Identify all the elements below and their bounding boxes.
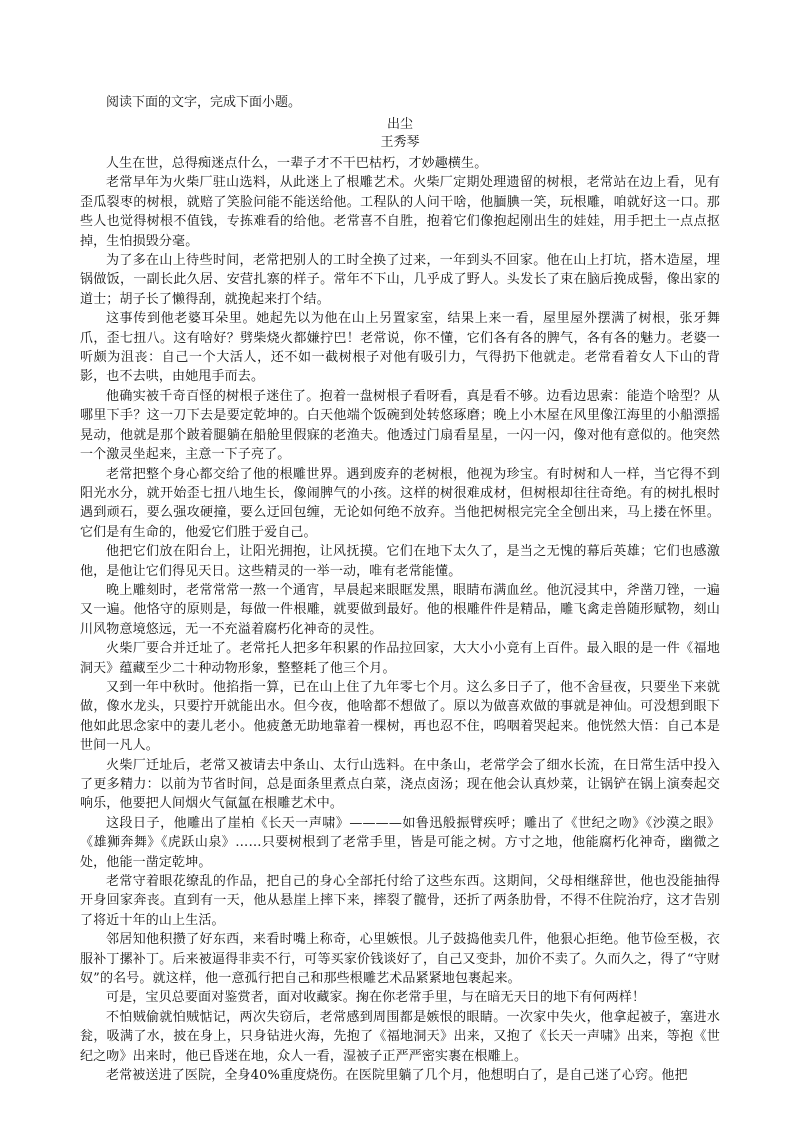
paragraph-2: 老常早年为火柴厂驻山选料，从此迷上了根雕艺术。火柴厂定期处理遗留的树根，老常站在边上看，见有歪瓜裂枣的树根，就赔了笑脸问能不能送给他。工程队的人问干啥，他腼腆一笑，玩根雕，咱就好这一口。那些人也觉得树根不值钱，专拣难看的给他。老常喜不自胜，抱着它们像抱起刚出生的娃娃，用手把土一点点抠掉，生怕损毁分毫。: [80, 175, 720, 249]
article-body: [80, 154, 720, 1086]
paragraph-1: 人生在世，总得痴迷点什么，一辈子才不干巴枯朽，才妙趣横生。: [106, 156, 488, 171]
paragraph-17: 老常被送进了医院，全身40%重度烧伤。在医院里躺了几个月，他想明白了，是自己迷了心窍。他把: [106, 1068, 688, 1084]
paragraph-12: 这段日子，他雕出了崖柏《长天一声啸》————如鲁迅般振臂疾呼；雕出了《世纪之吻》《沙漠之眼》《雄狮奔舞》《虎跃山泉》……只要树根到了老常手里，皆是可能之树。方寸之地，他能腐朽化神奇，幽微之处，他能一凿定乾坤。: [80, 815, 720, 870]
paragraph-5: 他确实被千奇百怪的树根子迷住了。抱着一盘树根子看呀看，真是看不够。边看边思索：能造个啥型？从哪里下手？这一刀下去是要定乾坤的。白天他端个饭碗到处转悠琢磨；晚上小木屋在风里像江海里的小船漂摇晃动，他就是那个跛着腿躺在船舱里假寐的老渔夫。他透过门扇看星星，一闪一闪，像对他有意似的。他突然一个激灵坐起来，主意一下子亮了。: [80, 388, 720, 463]
paragraph-4: 这事传到他老婆耳朵里。她起先以为他在山上另置家室，结果上来一看，屋里屋外摆满了树根，张牙舞爪，歪七扭八。这有啥好？劈柴烧火都嫌拧巴！老常说，你不懂，它们各有各的脾气，各有各的魅力。老婆一听颇为沮丧：自己一个大活人，还不如一截树根子对他有吸引力，气得扔下他就走。老常看着女人下山的背影，也不去哄，由她甩手而去。: [80, 311, 720, 385]
paragraph-16: 不怕贼偷就怕贼惦记，两次失窃后，老常感到周围都是嫉恨的眼睛。一次家中失火，他拿起被子，塞进水瓮，吸满了水，披在身上，只身钻进火海，先抱了《福地洞天》出来，又抱了《长天一声啸》出来，等抱《世纪之吻》出来时，他已昏迷在地，众人一看，湿被子正严严密实裹在根雕上。: [80, 1009, 720, 1064]
paragraph-11: 火柴厂迁址后，老常又被请去中条山、太行山选料。在中条山，老常学会了细水长流，在日常生活中投入了更多精力：以前为节省时间，总是面条里煮点白菜，浇点卤汤；现在他会认真炒菜，让锅铲在锅上演奏起交响乐，他要把人间烟火气氤氲在根雕艺术中。: [80, 757, 720, 812]
reading-instruction: 阅读下面的文字，完成下面小题。: [106, 95, 302, 110]
paragraph-10: 又到一年中秋时。他掐指一算，已在山上住了九年零七个月。这么多日子了，他不舍昼夜，只要坐下来就做，像水龙头，只要拧开就能出水。但今夜，他啥都不想做了。原以为做喜欢做的事就是神仙。可没想到眼下他如此思念家中的妻儿老小。他疲惫无助地靠着一棵树，再也忍不住，呜咽着哭起来。他恍然大悟：自己本是世间一凡人。: [80, 679, 720, 754]
paragraph-6: 老常把整个身心都交给了他的根雕世界。遇到废弃的老树根，他视为珍宝。有时树和人一样，当它得不到阳光水分，就开始歪七扭八地生长，像闹脾气的小孩。这样的树很难成材，但树根却往往奇绝。有的树扎根时遇到顽石，要么强攻硬撞，要么迂回包缠，无论如何绝不放弃。当他把树根完完全全刨出来，马上搂在怀里。它们是有生命的，他爱它们胜于爱自己。: [80, 466, 720, 540]
paragraph-14: 邻居知他积攒了好东西，来看时嘴上称奇，心里嫉恨。儿子鼓捣他卖几件，他狠心拒绝。他节俭至极，衣服补丁摞补丁。后来被逼得非卖不行，可等买家价钱谈好了，自己又变卦，加价不卖了。久而久之，得了“守财奴”的名号。就这样，他一意孤行把自己和那些根雕艺术品紧紧地包裹起来。: [80, 932, 720, 987]
article-author: 王秀琴: [380, 135, 420, 150]
paragraph-8: 晚上雕刻时，老常常常一熬一个通宵，早晨起来眼眶发黑，眼睛布满血丝。他沉浸其中，斧凿刀锉，一遍又一遍。他恪守的原则是，每做一件根雕，就要做到最好。他的根雕件件是精品，雕飞禽走兽随形赋物，刻山川风物意境悠远，无一不充溢着腐朽化神奇的灵性。: [80, 582, 720, 637]
paragraph-7: 他把它们放在阳台上，让阳光拥抱，让风抚摸。它们在地下太久了，是当之无愧的幕后英雄；它们也感激他，是他让它们得见天日。这些精灵的一举一动，唯有老常能懂。: [80, 544, 720, 579]
paragraph-15: 可是，宝贝总要面对鉴赏者，面对收藏家。掬在你老常手里，与在暗无天日的地下有何两样！: [106, 990, 646, 1006]
paragraph-9: 火柴厂要合并迁址了。老常托人把多年积累的作品拉回家，大大小小竟有上百件。最入眼的是一件《福地洞天》蕴藏至少二十种动物形象，整整耗了他三个月。: [80, 641, 720, 676]
article-title: 出尘: [386, 117, 413, 132]
paragraph-3: 为了多在山上待些时间，老常把别人的工时全换了过来，一年到头不回家。他在山上打坑，搭木造屋，埋锅做饭，一副长此久居、安营扎寨的样子。常年不下山，几乎成了野人。头发长了束在脑后挽成髻，像出家的道士；胡子长了懒得刮，就挽起来打个结。: [80, 253, 720, 307]
document-page: [80, 92, 720, 1086]
paragraph-13: 老常守着眼花缭乱的作品，把自己的身心全部托付给了这些东西。这期间，父母相继辞世，他也没能抽得开身回家奔丧。直到有一天，他从悬崖上摔下来，摔裂了髋骨，还折了两条肋骨，不得不住院治疗，这才告别了将近十年的山上生活。: [80, 874, 720, 928]
